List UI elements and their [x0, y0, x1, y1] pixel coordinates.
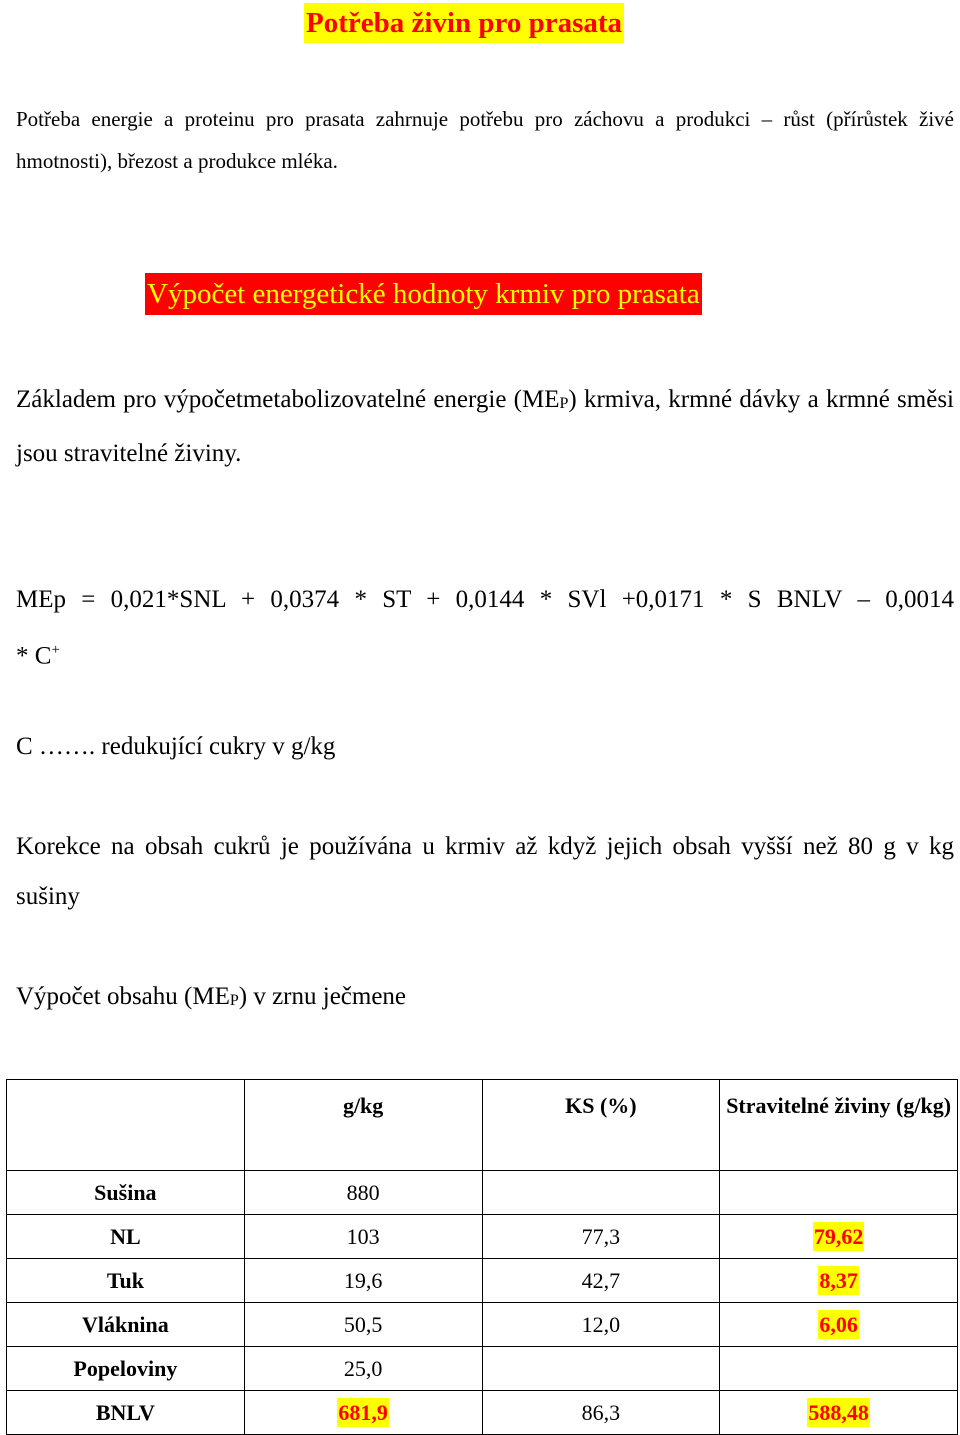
page-title: Potřeba živin pro prasata	[304, 3, 624, 43]
p3-text-before: Výpočet obsahu (ME	[16, 983, 230, 1010]
cell-ks: 77,3	[482, 1215, 720, 1259]
table-header-row	[7, 1080, 958, 1171]
highlighted-value: 8,37	[819, 1267, 858, 1293]
cell-digestible	[720, 1171, 958, 1215]
cell-gkg: 103	[244, 1215, 482, 1259]
cell-digestible	[720, 1303, 958, 1347]
header-empty	[7, 1080, 245, 1171]
barley-calc-heading	[16, 972, 954, 1026]
row-label: NL	[7, 1215, 245, 1259]
formula	[16, 575, 954, 681]
cell-ks	[482, 1171, 720, 1215]
cell-digestible	[720, 1391, 958, 1435]
cell-gkg: 880	[244, 1171, 482, 1215]
sugar-note: C ……. redukující cukry v g/kg	[16, 733, 336, 760]
cell-digestible	[720, 1347, 958, 1391]
row-label: Vláknina	[7, 1303, 245, 1347]
cell-ks: 12,0	[482, 1303, 720, 1347]
cell-digestible	[720, 1215, 958, 1259]
row-label: Popeloviny	[7, 1347, 245, 1391]
header-digestible: Stravitelné živiny (g/kg)	[720, 1080, 958, 1171]
formula-line-2: * C	[16, 642, 52, 670]
table-row	[7, 1347, 958, 1391]
p1-subscript: P	[559, 395, 569, 412]
cell-ks: 86,3	[482, 1391, 720, 1435]
table-row	[7, 1391, 958, 1435]
section-title: Výpočet energetické hodnoty krmiv pro prasata	[145, 273, 702, 315]
cell-gkg: 19,6	[244, 1259, 482, 1303]
nutrient-table	[6, 1079, 958, 1435]
header-ks: KS (%)	[482, 1080, 720, 1171]
highlighted-value: 6,06	[819, 1311, 858, 1337]
cell-digestible	[720, 1259, 958, 1303]
table-row	[7, 1259, 958, 1303]
row-label: Sušina	[7, 1171, 245, 1215]
energy-basis-paragraph	[16, 375, 954, 479]
cell-ks: 42,7	[482, 1259, 720, 1303]
highlighted-value: 588,48	[808, 1399, 869, 1425]
formula-superscript: +	[51, 642, 60, 658]
table-row	[7, 1171, 958, 1215]
header-gkg: g/kg	[244, 1080, 482, 1171]
p3-subscript: P	[229, 992, 239, 1009]
row-label: Tuk	[7, 1259, 245, 1303]
table-row	[7, 1303, 958, 1347]
highlighted-value: 79,62	[813, 1223, 864, 1249]
cell-gkg: 50,5	[244, 1303, 482, 1347]
formula-line-1: MEp = 0,021*SNL + 0,0374 * ST + 0,0144 * SVl +0,0171 * S BNLV – 0,0014	[16, 586, 954, 613]
cell-ks	[482, 1347, 720, 1391]
cell-gkg: 25,0	[244, 1347, 482, 1391]
cell-gkg	[244, 1391, 482, 1435]
p1-text-before: Základem pro výpočetmetabolizovatelné energie (ME	[16, 386, 560, 413]
correction-paragraph: Korekce na obsah cukrů je používána u krmiv až když jejich obsah vyšší než 80 g v kg sušiny	[16, 833, 954, 910]
row-label: BNLV	[7, 1391, 245, 1435]
table-row	[7, 1215, 958, 1259]
p1-text-after: ) krmiva, krmné dávky a krmné směsi jsou stravitelné živiny.	[16, 386, 954, 467]
highlighted-value: 681,9	[338, 1399, 388, 1425]
p3-text-after: ) v zrnu ječmene	[238, 983, 407, 1010]
intro-paragraph: Potřeba energie a proteinu pro prasata zahrnuje potřebu pro záchovu a produkci – růst (přírůstek živé hmotnosti), březost a produkce mléka.	[16, 107, 954, 173]
